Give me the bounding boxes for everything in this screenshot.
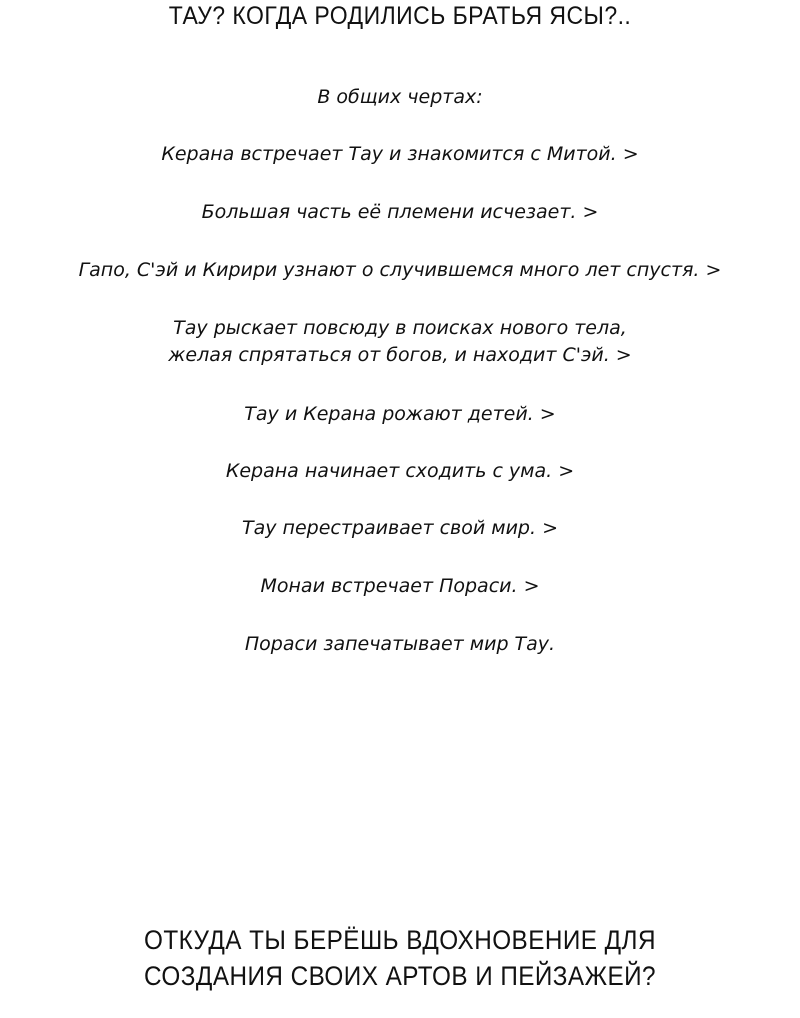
- question-heading-bottom: [40, 922, 760, 994]
- summary-item: Пораси запечатывает мир Тау.: [244, 633, 556, 655]
- question-line-1: ОТКУДА ТЫ БЕРЁШЬ ВДОХНОВЕНИЕ ДЛЯ: [144, 925, 656, 955]
- summary-item: Тау перестраивает свой мир. >: [242, 517, 558, 539]
- summary-item: Тау рыскает повсюду в поисках нового тела,: [173, 317, 627, 339]
- summary-item: Гапо, С'эй и Кирири узнают о случившемся много лет спустя. >: [78, 259, 722, 281]
- summary-intro: В общих чертах:: [317, 86, 483, 108]
- summary-item: желая спрятаться от богов, и находит С'эй. >: [168, 344, 632, 366]
- question-line-2: СОЗДАНИЯ СВОИХ АРТОВ И ПЕЙЗАЖЕЙ?: [143, 961, 657, 991]
- summary-item: Тау и Керана рожают детей. >: [244, 403, 556, 425]
- summary-item: Керана встречает Тау и знакомится с Митой. >: [161, 143, 639, 165]
- summary-item: Керана начинает сходить с ума. >: [225, 460, 575, 482]
- question-heading-top: ТАУ? КОГДА РОДИЛИСЬ БРАТЬЯ ЯСЫ?..: [168, 2, 632, 30]
- summary-item: Монаи встречает Пораси. >: [260, 575, 540, 597]
- summary-item: Большая часть её племени исчезает. >: [201, 201, 599, 223]
